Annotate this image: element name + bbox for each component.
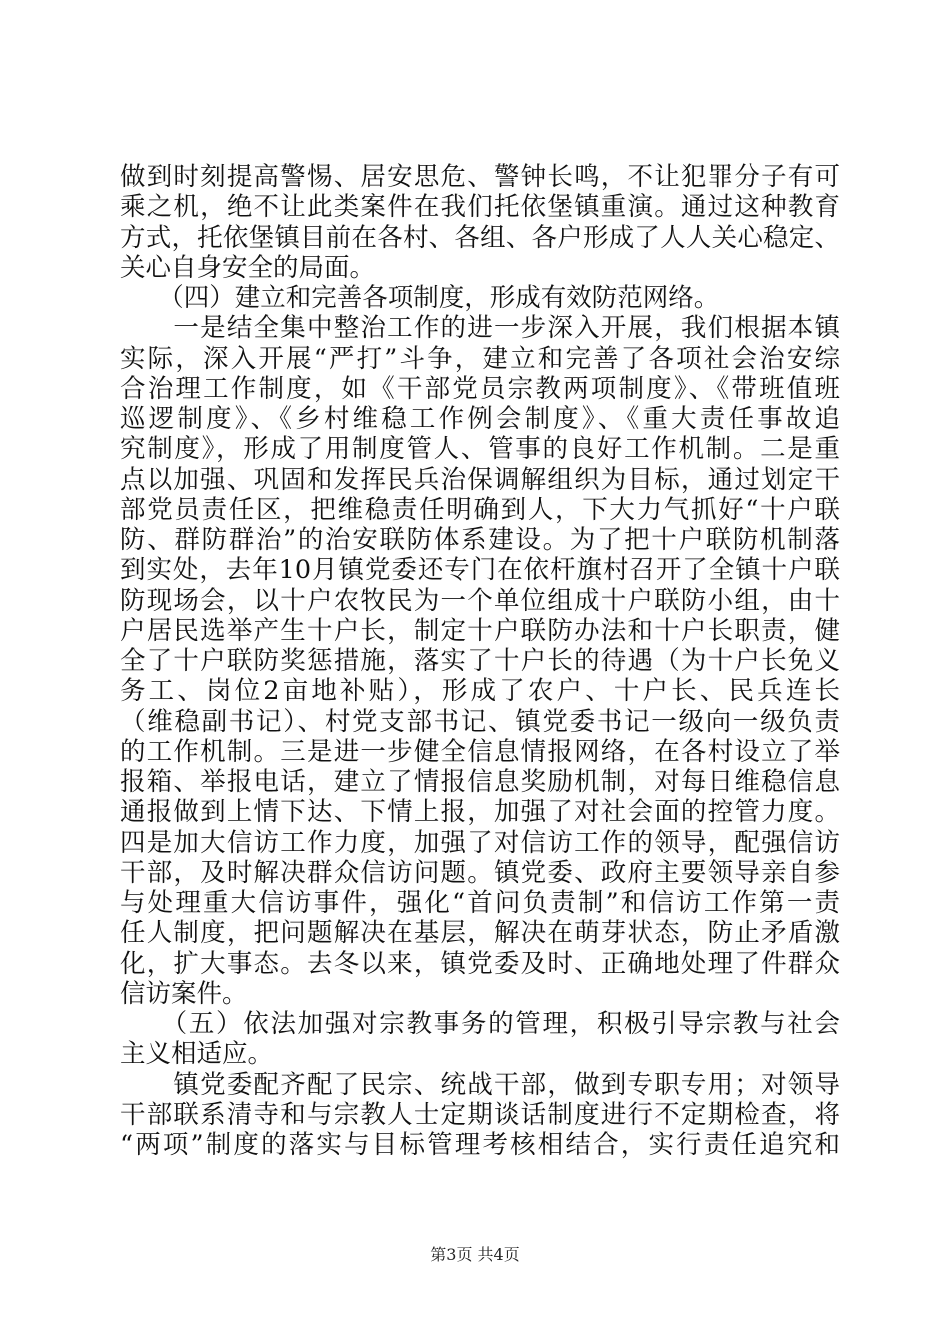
text-line: 干部，及时解决群众信访问题。镇党委、政府主要领导亲自参 (120, 857, 840, 888)
text-line: 户居民选举产生十户长，制定十户联防办法和十户长职责，健 (120, 615, 840, 646)
text-line: 到实处，去年10月镇党委还专门在依杆旗村召开了全镇十户联 (120, 555, 840, 586)
text-line: 一是结全集中整治工作的进一步深入开展，我们根据本镇 (120, 313, 840, 344)
text-line: 实际，深入开展“严打”斗争，建立和完善了各项社会治安综 (120, 343, 840, 374)
text-line: 做到时刻提高警惕、居安思危、警钟长鸣，不让犯罪分子有可 (120, 162, 840, 192)
text-line: 四是加大信访工作力度，加强了对信访工作的领导，配强信访 (120, 827, 840, 858)
document-body (120, 162, 840, 1160)
text-line: 务工、岗位2亩地补贴），形成了农户、十户长、民兵连长 (120, 676, 840, 707)
text-line: 与处理重大信访事件，强化“首问负责制”和信访工作第一责 (120, 888, 840, 918)
text-line: 镇党委配齐配了民宗、统战干部，做到专职专用；对领导 (120, 1069, 840, 1100)
text-line: 化，扩大事态。去冬以来，镇党委及时、正确地处理了件群众 (120, 948, 840, 979)
text-line: （四）建立和完善各项制度，形成有效防范网络。 (120, 283, 720, 313)
text-line: 的工作机制。三是进一步健全信息情报网络，在各村设立了举 (120, 736, 840, 767)
text-line: 部党员责任区，把维稳责任明确到人，下大力气抓好“十户联 (120, 494, 840, 525)
text-line: （五）依法加强对宗教事务的管理，积极引导宗教与社会 (120, 1009, 840, 1039)
text-line: 全了十户联防奖惩措施，落实了十户长的待遇（为十户长免义 (120, 646, 840, 676)
text-line: 点以加强、巩固和发挥民兵治保调解组织为目标，通过划定干 (120, 464, 840, 495)
text-line: 干部联系清寺和与宗教人士定期谈话制度进行不定期检查，将 (120, 1099, 840, 1130)
text-line: 方式，托依堡镇目前在各村、各组、各户形成了人人关心稳定、 (120, 222, 840, 253)
text-line: “两项”制度的落实与目标管理考核相结合，实行责任追究和 (120, 1130, 840, 1160)
text-line: 任人制度，把问题解决在基层，解决在萌芽状态，防止矛盾激 (120, 918, 840, 949)
text-line: 防现场会，以十户农牧民为一个单位组成十户联防小组，由十 (120, 585, 840, 616)
text-line: 主义相适应。 (120, 1039, 274, 1070)
text-line: 合治理工作制度，如《干部党员宗教两项制度》、《带班值班 (120, 373, 840, 404)
text-line: 信访案件。 (120, 978, 248, 1009)
text-line: 究制度》，形成了用制度管人、管事的良好工作机制。二是重 (120, 434, 840, 465)
text-line: 通报做到上情下达、下情上报，加强了对社会面的控管力度。 (120, 797, 840, 828)
page-footer: 第3页 共4页 (430, 1245, 520, 1264)
text-line: 报箱、举报电话，建立了情报信息奖励机制，对每日维稳信息 (120, 767, 840, 797)
text-line: 防、群防群治”的治安联防体系建设。为了把十户联防机制落 (120, 525, 840, 555)
text-line: 乘之机，绝不让此类案件在我们托依堡镇重演。通过这种教育 (120, 192, 840, 223)
text-line: （维稳副书记）、村党支部书记、镇党委书记一级向一级负责 (120, 706, 840, 737)
text-line: 巡逻制度》、《乡村维稳工作例会制度》、《重大责任事故追 (120, 404, 840, 434)
text-line: 关心自身安全的局面。 (120, 252, 376, 283)
